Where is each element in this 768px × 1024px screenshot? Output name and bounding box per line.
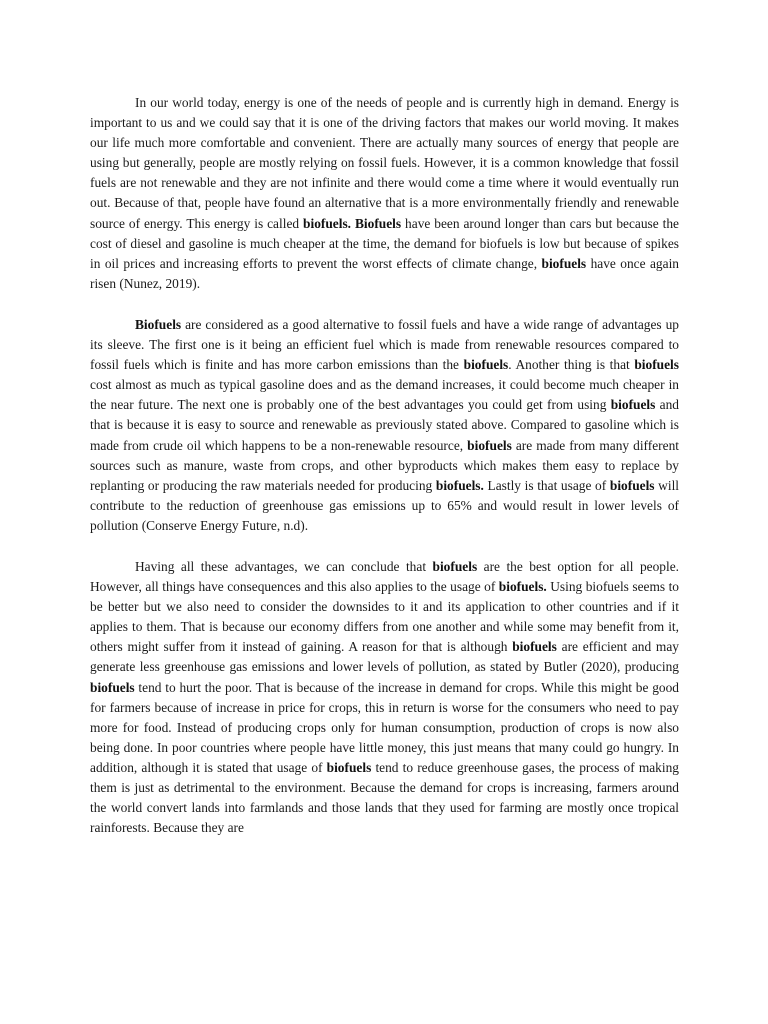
text-run: have once again risen (Nunez, 2019). [90,255,679,291]
bold-term: biofuels [634,357,679,373]
text-run: Lastly is that usage of [483,477,610,493]
text-run: are made from many different sources such as manure, waste from crops, and other byproducts which makes them easy to replace by replanting or producing the raw materials needed for producing [90,437,679,493]
text-run: will contribute to the reduction of greenhouse gas emissions up to 65% and would result in lower levels of pollution (Conserve Energy Future, n.d). [90,477,680,533]
bold-term: Biofuels [135,316,182,332]
bold-term: biofuels [432,558,478,574]
text-run: . Another thing is that [508,357,635,373]
bold-term: biofuels [609,477,655,493]
bold-term: biofuels. [435,477,484,493]
text-run: and that is because it is easy to source and renewable as previously stated above. Compared to gasoline which is made from crude oil which happens to be a non-renewable resource, [90,397,679,453]
bold-term: biofuels [512,639,557,655]
bold-term: biofuels [326,759,372,775]
text-run: are the best option for all people. However, all things have consequences and this also applies to the usage of [90,558,679,595]
body-text [90,93,679,838]
text-run: are efficient and may generate less greenhouse gas emissions and lower levels of pollution, as stated by Butler (2020), producing [90,639,679,675]
bold-term: biofuels [463,357,509,373]
text-run: Using biofuels seems to be better but we also need to consider the downsides to it and its application to other countries and if it applies to them. That is because our economy differs from one another and while some may benefit from it, others might suffer from it instead of gaining. A reason for that is although [90,579,679,655]
text-run: Having all these advantages, we can conclude that [135,558,433,574]
bold-term: biofuels [610,397,656,413]
paragraph [90,93,679,294]
paragraph [90,557,679,838]
text-run: In our world today, energy is one of the needs of people and is currently high in demand. Energy is important to us and we could say that it is one of the driving factors that makes our world moving. It makes our life much more comfortable and convenient. There are actually many sources of energy that people are using but generally, people are mostly relying on fossil fuels. However, it is a common knowledge that fossil fuels are not renewable and they are not infinite and there would come a time where it would eventually run out. Because of that, people have found an alternative that is a more environmentally friendly and renewable source of energy. This energy is called [90,95,679,231]
text-run: have been around longer than cars but because the cost of diesel and gasoline is much cheaper at the time, the demand for biofuels is low but because of spikes in oil prices and increasing efforts to prevent the worst effects of climate change, [90,215,680,271]
bold-term: biofuels. [498,579,547,595]
paragraph [90,315,679,536]
bold-term: biofuels [541,255,587,271]
text-run: tend to hurt the poor. That is because of the increase in demand for crops. While this might be good for farmers because of increase in price for crops, this in return is worse for the consumers who need to pay more for food. Instead of producing crops only for human consumption, production of crops is now also being done. In poor countries where people have little money, this just means that many could go hungry. In addition, although it is stated that usage of [90,679,679,775]
bold-term: biofuels [90,679,135,695]
text-run: cost almost as much as typical gasoline does and as the demand increases, it could become much cheaper in the near future. The next one is probably one of the best advantages you could get from using [90,377,679,413]
text-run: tend to reduce greenhouse gases, the process of making them is just as detrimental to the environment. Because the demand for crops is increasing, farmers around the world convert lands into farmlands and those lands that they used for farming are mostly once tropical rainforests. Because they are [90,759,679,836]
bold-term: biofuels. Biofuels [303,215,402,231]
text-run: are considered as a good alternative to fossil fuels and have a wide range of advantages up its sleeve. The first one is it being an efficient fuel which is made from renewable resources compared to fossil fuels which is finite and has more carbon emissions than the [90,316,679,373]
bold-term: biofuels [467,437,512,453]
